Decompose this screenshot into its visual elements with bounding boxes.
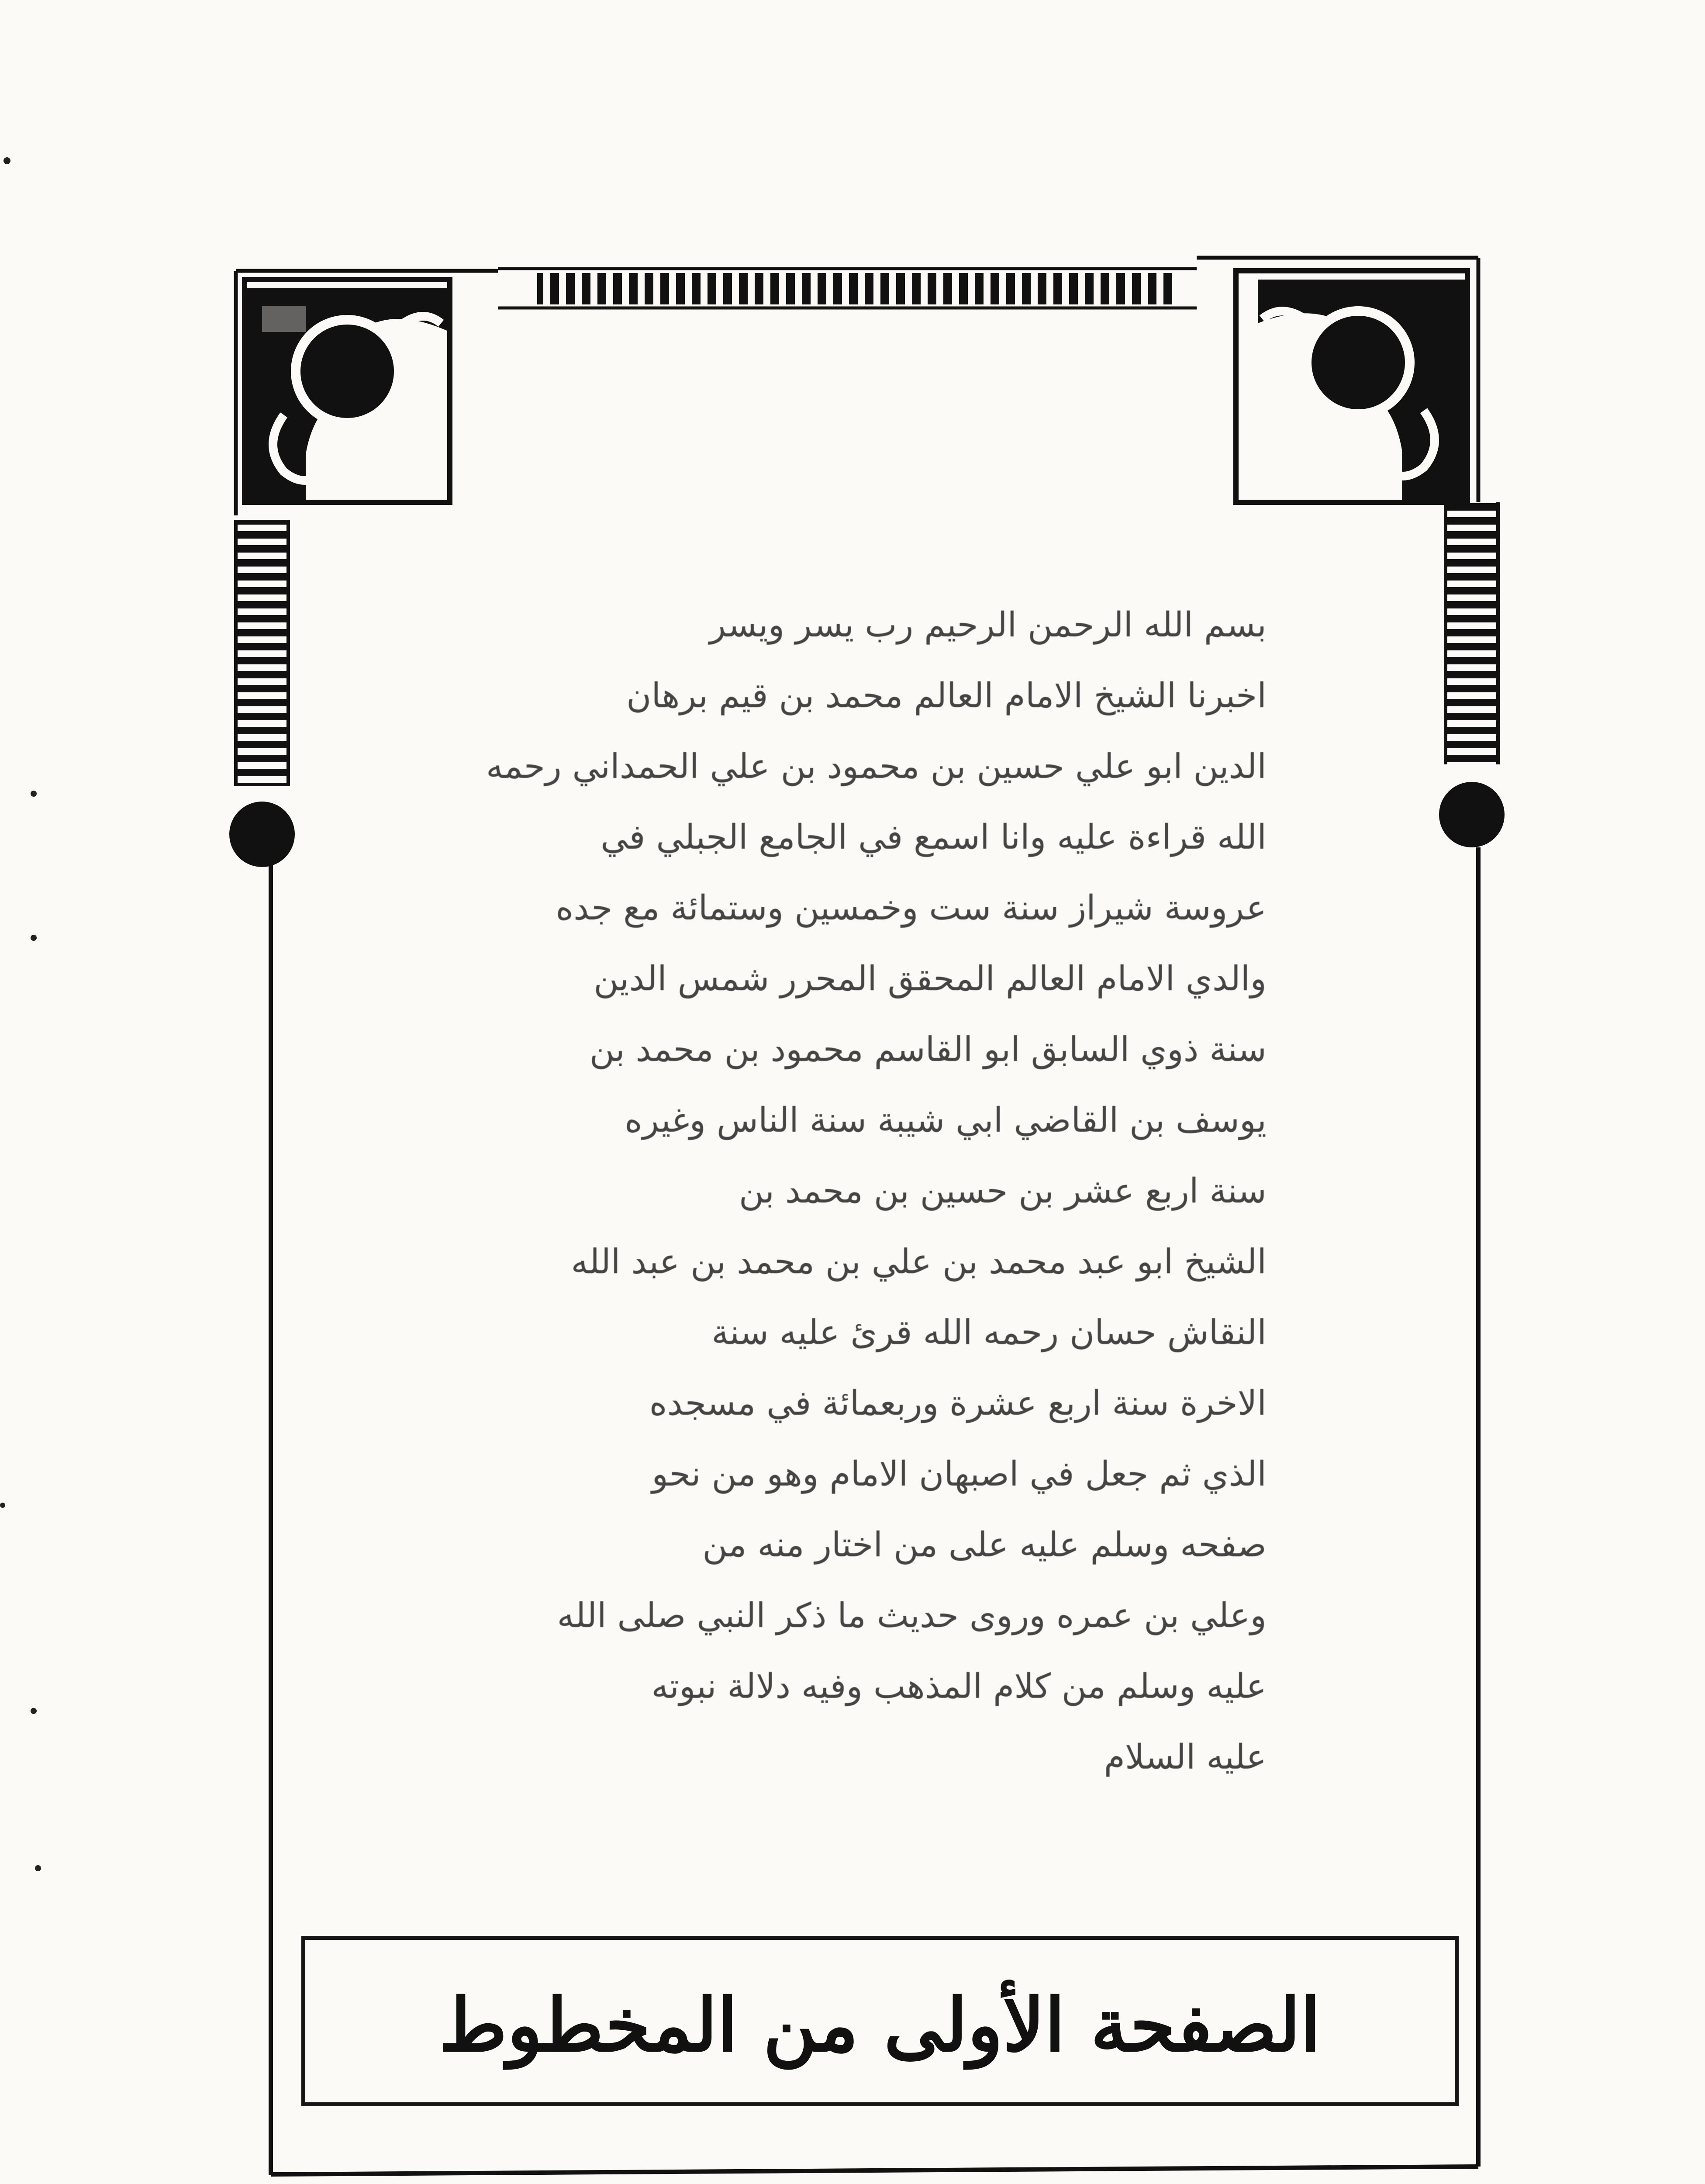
manuscript-line: الشيخ ابو عبد محمد بن علي بن محمد بن عبد الله (571, 1242, 1267, 1282)
top-border-strip (498, 269, 1197, 308)
manuscript-line: النقاش حسان رحمه الله قرئ عليه سنة (711, 1313, 1267, 1352)
manuscript-line: عليه وسلم من كلام المذهب وفيه دلالة نبوته (651, 1667, 1267, 1706)
manuscript-line: الله قراءة عليه وانا اسمع في الجامع الجبلي في (601, 818, 1267, 857)
manuscript-line: سنة اربع عشر بن حسين بن محمد بن (739, 1171, 1267, 1211)
manuscript-line: عليه السلام (1104, 1738, 1267, 1777)
corner-ornament-top-left (245, 280, 450, 502)
caption-title: الصفحة الأولى من المخطوط (439, 1982, 1321, 2068)
left-striped-column (229, 520, 295, 2175)
manuscript-line: والدي الامام العالم المحقق المحرر شمس الدين (594, 959, 1267, 999)
manuscript-line: اخبرنا الشيخ الامام العالم محمد بن قيم برهان (626, 676, 1267, 715)
manuscript-line: سنة ذوي السابق ابو القاسم محمود بن محمد بن (589, 1030, 1267, 1069)
manuscript-line: الاخرة سنة اربع عشرة وربعمائة في مسجده (649, 1384, 1267, 1423)
manuscript-text-block (472, 590, 1267, 1804)
manuscript-line: بسم الله الرحمن الرحيم رب يسر ويسر (709, 605, 1267, 645)
manuscript-line: يوسف بن القاضي ابي شيبة سنة الناس وغيره (625, 1101, 1267, 1140)
manuscript-line: الدين ابو علي حسين بن محمود بن علي الحمداني رحمه (486, 747, 1267, 786)
manuscript-line: الذي ثم جعل في اصبهان الامام وهو من نحو (652, 1455, 1267, 1494)
manuscript-line: وعلي بن عمره وروى حديث ما ذكر النبي صلى الله (557, 1596, 1267, 1635)
manuscript-line: صفحه وسلم عليه على من اختار منه من (702, 1525, 1267, 1565)
caption-box (301, 1936, 1459, 2106)
corner-ornament-top-right (1236, 271, 1467, 502)
right-striped-column (1439, 502, 1505, 2167)
manuscript-line: عروسة شيراز سنة ست وخمسين وستمائة مع جده (556, 888, 1267, 928)
